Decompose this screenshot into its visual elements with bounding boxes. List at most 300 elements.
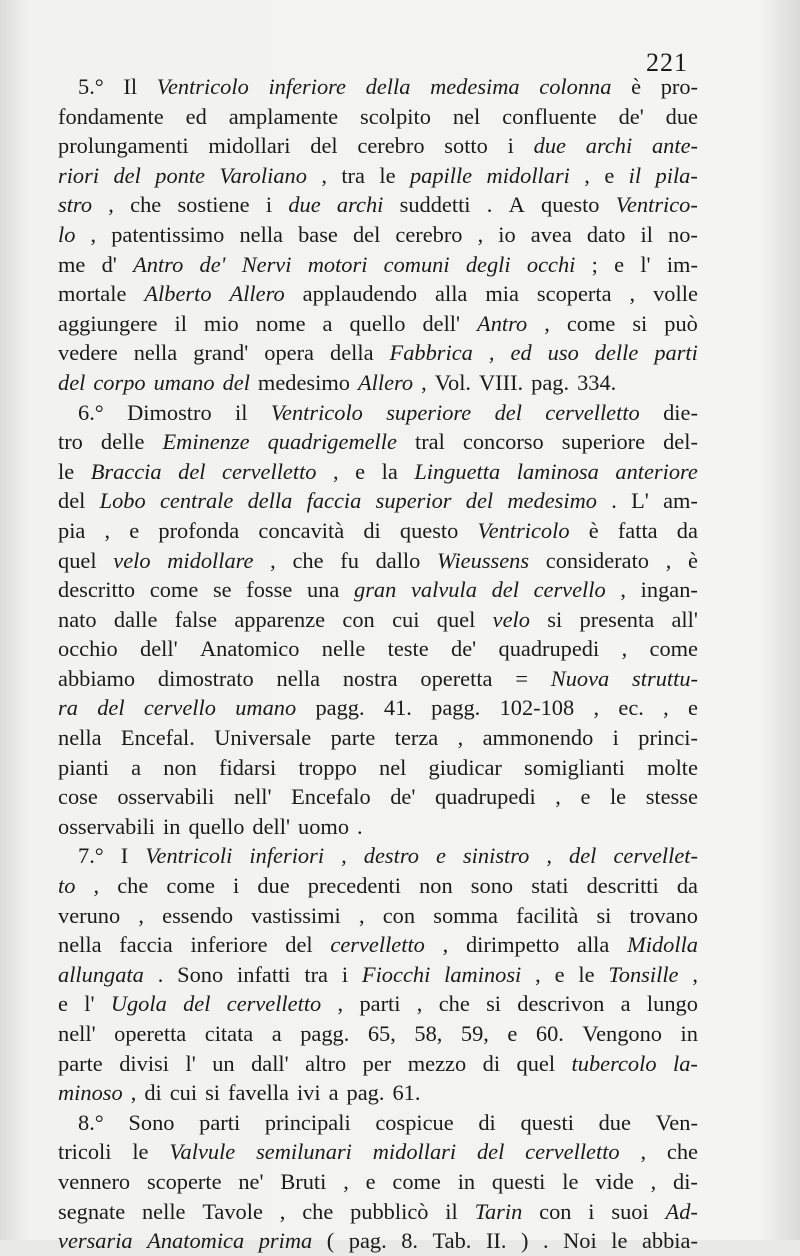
- word: ,: [488, 340, 495, 366]
- word: superiore: [386, 399, 472, 425]
- word: sostiene: [177, 192, 250, 218]
- word: de': [390, 784, 416, 810]
- word: faccia: [119, 932, 173, 958]
- word: che: [117, 873, 149, 899]
- word: me: [58, 251, 86, 277]
- word: Dimostro: [127, 399, 212, 425]
- word: si: [596, 902, 612, 928]
- word: .: [357, 813, 363, 839]
- word: 65,: [367, 1021, 396, 1046]
- word: ra: [58, 695, 78, 721]
- word: per: [362, 1050, 392, 1076]
- word: riori: [58, 162, 100, 188]
- word: anteriore: [615, 458, 698, 484]
- word: Valvule: [169, 1139, 236, 1165]
- word: Ad-: [665, 1198, 698, 1224]
- word: Ven-: [655, 1109, 698, 1135]
- text-line: [58, 279, 698, 309]
- word: concavità: [258, 517, 345, 543]
- word: a: [271, 1021, 282, 1046]
- word: cerebro: [357, 133, 425, 159]
- word: ,: [108, 192, 114, 218]
- word: io: [498, 221, 516, 247]
- word: grand': [193, 340, 249, 366]
- word: Vengono: [582, 1021, 662, 1046]
- word: del: [58, 488, 86, 514]
- word: gran: [354, 577, 397, 603]
- word: con: [539, 1198, 572, 1224]
- word: lungo: [646, 991, 698, 1017]
- word: 102-108: [499, 695, 575, 721]
- word: due: [665, 103, 698, 129]
- word: semilunari: [256, 1139, 352, 1165]
- word: il: [235, 399, 248, 425]
- word: le: [58, 458, 75, 484]
- word: archi: [336, 192, 384, 218]
- word: 8.: [401, 1228, 419, 1254]
- word: applaudendo: [302, 281, 418, 307]
- word: medesima: [430, 74, 520, 99]
- text-line: [58, 427, 698, 457]
- text-line: [58, 546, 698, 576]
- word: del: [58, 369, 86, 395]
- word: mio: [203, 310, 239, 336]
- word: mortale: [58, 281, 127, 307]
- word: Sono: [177, 961, 224, 987]
- word: Allero: [229, 281, 285, 307]
- word: inferiori: [249, 843, 325, 869]
- word: Allero: [357, 369, 414, 395]
- text-line: [58, 1078, 698, 1108]
- word: Varoliano: [219, 162, 307, 188]
- word: ed: [510, 340, 532, 366]
- word: si: [632, 310, 648, 336]
- word: nella: [276, 665, 321, 691]
- word: quel: [516, 1050, 556, 1076]
- word: l': [185, 1050, 196, 1076]
- word: ,: [321, 162, 327, 188]
- word: destro: [363, 843, 419, 869]
- word: stesse: [645, 784, 698, 810]
- word: Wieussens: [437, 547, 530, 573]
- word: medesimo: [507, 488, 597, 514]
- word: nostra: [342, 665, 398, 691]
- word: cervellet-: [613, 843, 698, 869]
- word: ,: [555, 784, 561, 810]
- word: ponte: [155, 162, 205, 188]
- word: del: [569, 843, 597, 869]
- word: velo: [113, 547, 151, 573]
- word: false: [174, 606, 218, 632]
- word: i: [232, 873, 240, 899]
- word: colonna: [539, 74, 612, 99]
- word: VIII.: [479, 369, 524, 395]
- text-line: [58, 782, 698, 812]
- word: ,: [640, 1139, 647, 1165]
- word: de': [618, 103, 644, 129]
- word: come: [149, 577, 199, 603]
- word: dirimpetto: [465, 932, 560, 958]
- text-line: [58, 812, 698, 842]
- word: da: [676, 873, 698, 899]
- word: pianti: [58, 754, 109, 780]
- word: il: [445, 1198, 458, 1224]
- word: questo: [541, 192, 600, 218]
- word: Ventricolo: [156, 74, 249, 99]
- word: versaria: [58, 1228, 133, 1254]
- word: fidarsi: [219, 754, 277, 780]
- word: Lobo: [99, 488, 146, 514]
- word: con: [342, 606, 375, 632]
- word: midollare: [167, 547, 254, 573]
- word: tricoli: [58, 1139, 112, 1165]
- word: pia: [58, 517, 86, 543]
- word: nelle: [141, 1198, 186, 1224]
- word: (: [326, 1228, 335, 1254]
- word: principali: [264, 1109, 351, 1135]
- word: sinistro: [462, 843, 530, 869]
- word: motori: [307, 251, 368, 277]
- word: cervelletto: [222, 458, 317, 484]
- word: quadrigemelle: [267, 429, 397, 455]
- word: fu: [340, 547, 359, 573]
- word: i: [507, 133, 514, 159]
- text-line: [58, 190, 698, 220]
- word: di: [363, 517, 381, 543]
- word: vide: [595, 1168, 634, 1194]
- word: ,: [593, 695, 600, 721]
- text-line: [58, 486, 698, 516]
- word: del: [352, 221, 381, 247]
- word: le: [578, 961, 595, 987]
- word: teste: [387, 636, 429, 662]
- word: nel: [452, 103, 481, 129]
- word: alla: [435, 281, 468, 307]
- word: pag.: [348, 1228, 387, 1254]
- word: suddetti: [399, 192, 471, 218]
- word: le: [609, 784, 627, 810]
- word: tra: [341, 162, 365, 188]
- word: abbiamo: [58, 665, 136, 691]
- text-line: [58, 605, 698, 635]
- word: del: [222, 369, 250, 395]
- word: ,: [421, 369, 427, 395]
- word: giudicar: [428, 754, 502, 780]
- word: fondamente: [58, 103, 164, 129]
- word: Il: [123, 74, 138, 99]
- word: alla: [577, 932, 610, 958]
- word: e: [604, 162, 615, 188]
- word: cose: [58, 784, 98, 810]
- text-line: [58, 516, 698, 546]
- word: I: [120, 843, 129, 869]
- word: descritto: [58, 577, 136, 603]
- word: patentissimo: [111, 221, 225, 247]
- word: pag.: [346, 1080, 385, 1106]
- word: prima: [258, 1228, 313, 1254]
- word: e: [554, 961, 565, 987]
- word: laminosi: [444, 961, 522, 987]
- word: che: [666, 1139, 698, 1165]
- word: le: [132, 1139, 149, 1165]
- word: nell': [233, 784, 272, 810]
- word: Noi: [563, 1228, 597, 1254]
- word: pagg.: [315, 695, 365, 721]
- word: il: [628, 162, 642, 188]
- word: faccia: [306, 488, 362, 514]
- word: si: [486, 991, 501, 1017]
- word: a: [620, 991, 631, 1017]
- word: struttu-: [632, 665, 698, 691]
- word: Tarin: [474, 1198, 523, 1224]
- word: ingan-: [640, 577, 698, 603]
- word: operetta: [420, 665, 493, 691]
- word: 7.°: [78, 843, 104, 869]
- text-line: [58, 723, 698, 753]
- word: vastissimi: [251, 902, 341, 928]
- word: uso: [547, 340, 579, 366]
- word: questi: [520, 1109, 574, 1135]
- word: quadrupedi: [498, 636, 600, 662]
- word: due: [257, 873, 290, 899]
- word: papille: [409, 162, 473, 188]
- word: che: [438, 991, 470, 1017]
- word: tra: [304, 961, 328, 987]
- word: de': [199, 251, 226, 277]
- word: ,: [337, 991, 344, 1017]
- word: ammonendo: [482, 725, 594, 751]
- word: in: [457, 1168, 476, 1194]
- word: somiglianti: [524, 754, 625, 780]
- text-line: [58, 1108, 698, 1138]
- word: Anatomico: [199, 636, 300, 662]
- word: citata: [204, 1021, 254, 1046]
- word: e: [365, 1168, 376, 1194]
- word: Fabbrica: [389, 340, 473, 366]
- word: ,: [358, 902, 365, 928]
- word: due: [533, 133, 566, 159]
- word: favella: [228, 1080, 289, 1106]
- word: descritti: [586, 873, 659, 899]
- word: cervello: [533, 577, 606, 603]
- word: osservabili: [58, 813, 156, 839]
- word: die-: [663, 399, 698, 425]
- word: .: [542, 1228, 549, 1254]
- word: velo: [492, 606, 530, 632]
- word: Ventrico-: [615, 192, 698, 218]
- word: .: [611, 488, 617, 514]
- word: allungata: [58, 961, 144, 987]
- word: nelle: [321, 636, 366, 662]
- text-line: [58, 131, 698, 161]
- word: dato: [586, 221, 626, 247]
- word: ,: [104, 517, 111, 543]
- word: considerato: [545, 547, 649, 573]
- word: può: [664, 310, 698, 336]
- word: due: [288, 192, 321, 218]
- word: volle: [653, 281, 698, 307]
- word: Tavole: [202, 1198, 263, 1224]
- text-line: [58, 841, 698, 871]
- word: Nervi: [241, 251, 292, 277]
- word: se: [212, 577, 232, 603]
- word: la: [381, 458, 398, 484]
- word: L': [631, 488, 649, 514]
- word: i: [265, 192, 273, 218]
- word: in: [680, 1021, 698, 1046]
- word: due: [598, 1109, 631, 1135]
- word: Ventricoli: [145, 843, 233, 869]
- word: le: [562, 1168, 579, 1194]
- text-line: [58, 575, 698, 605]
- word: cerebro: [395, 221, 463, 247]
- word: la-: [673, 1050, 698, 1076]
- word: ec.: [618, 695, 644, 721]
- text-line: [58, 930, 698, 960]
- word: del: [476, 1139, 505, 1165]
- word: corpo: [93, 369, 146, 395]
- word: cervelletto: [226, 991, 322, 1017]
- word: ,: [416, 991, 423, 1017]
- word: parti: [359, 991, 401, 1017]
- text-line: [58, 250, 698, 280]
- word: Antro: [133, 251, 184, 277]
- body-text: [58, 72, 698, 1256]
- word: vennero: [58, 1168, 131, 1194]
- word: dall': [251, 1050, 289, 1076]
- page-number: 221: [646, 48, 688, 77]
- text-line: [58, 1167, 698, 1197]
- word: quello: [188, 813, 245, 839]
- word: una: [306, 577, 340, 603]
- word: medesimo: [257, 369, 350, 395]
- word: si: [547, 606, 563, 632]
- word: altro: [305, 1050, 347, 1076]
- word: Universale: [214, 725, 312, 751]
- word: midollari: [486, 162, 570, 188]
- word: i: [612, 725, 619, 751]
- word: .: [157, 961, 164, 987]
- word: nella: [58, 932, 102, 958]
- word: facilità: [516, 902, 579, 928]
- word: molte: [646, 754, 698, 780]
- word: avea: [530, 221, 572, 247]
- word: presenta: [579, 606, 655, 632]
- word: le: [611, 1228, 628, 1254]
- word: uomo: [298, 813, 350, 839]
- word: descrivon: [517, 991, 605, 1017]
- word: divisi: [119, 1050, 169, 1076]
- word: im-: [666, 251, 698, 277]
- word: ,: [341, 843, 347, 869]
- word: essendo: [162, 902, 234, 928]
- word: 61.: [392, 1080, 421, 1106]
- word: Anatomica: [147, 1228, 245, 1254]
- word: ,: [620, 577, 626, 603]
- word: del: [113, 162, 141, 188]
- word: ,: [270, 547, 276, 573]
- word: valvula: [410, 577, 477, 603]
- word: parti: [199, 1109, 241, 1135]
- word: comuni: [383, 251, 450, 277]
- word: tubercolo: [571, 1050, 657, 1076]
- word: del: [178, 458, 206, 484]
- word: apparenze: [234, 606, 326, 632]
- word: de': [451, 636, 477, 662]
- word: midollari: [372, 1139, 457, 1165]
- word: Tab.: [432, 1228, 472, 1254]
- word: tro: [58, 429, 83, 455]
- word: ,: [138, 902, 144, 928]
- text-line: [58, 901, 698, 931]
- word: Nuova: [550, 665, 610, 691]
- word: delle: [594, 340, 639, 366]
- word: precedenti: [307, 873, 401, 899]
- word: abbia-: [641, 1228, 698, 1254]
- word: tral: [414, 429, 445, 455]
- word: i: [588, 1198, 595, 1224]
- word: quadrupedi: [434, 784, 536, 810]
- word: le: [379, 162, 396, 188]
- text-line: [58, 1226, 698, 1256]
- word: ,: [457, 725, 464, 751]
- word: Eminenze: [162, 429, 250, 455]
- word: si: [205, 1080, 221, 1106]
- word: ,: [90, 221, 97, 247]
- word: somma: [433, 902, 498, 928]
- word: nel: [379, 754, 407, 780]
- word: Encefal.: [120, 725, 195, 751]
- word: no-: [668, 221, 698, 247]
- word: prolungamenti: [58, 133, 189, 159]
- word: 334.: [577, 369, 617, 395]
- word: il: [640, 221, 653, 247]
- word: ed: [185, 103, 207, 129]
- word: trovano: [629, 902, 698, 928]
- word: scoperta: [536, 281, 612, 307]
- word: parte: [58, 1050, 103, 1076]
- word: della: [365, 74, 411, 99]
- word: ,: [544, 310, 550, 336]
- word: all': [671, 606, 698, 632]
- word: ,: [663, 695, 669, 721]
- text-line: [58, 72, 698, 102]
- word: come: [166, 873, 215, 899]
- word: questi: [491, 1168, 546, 1194]
- text-line: [58, 1049, 698, 1079]
- word: del: [465, 488, 494, 514]
- text-line: [58, 753, 698, 783]
- word: il: [174, 310, 187, 336]
- word: princi-: [638, 725, 698, 751]
- text-line: [58, 664, 698, 694]
- word: questo: [399, 517, 459, 543]
- word: 6.°: [78, 399, 104, 425]
- word: opera: [264, 340, 314, 366]
- word: scolpito: [360, 103, 431, 129]
- word: nato: [58, 606, 97, 632]
- word: quel: [58, 547, 97, 573]
- word: e: [688, 695, 698, 721]
- word: 60.: [535, 1021, 564, 1046]
- word: ,: [130, 1080, 137, 1106]
- word: quel: [436, 606, 476, 632]
- word: in: [163, 813, 181, 839]
- word: delle: [100, 429, 145, 455]
- word: con: [382, 902, 416, 928]
- word: i: [341, 961, 349, 987]
- word: dalle: [113, 606, 158, 632]
